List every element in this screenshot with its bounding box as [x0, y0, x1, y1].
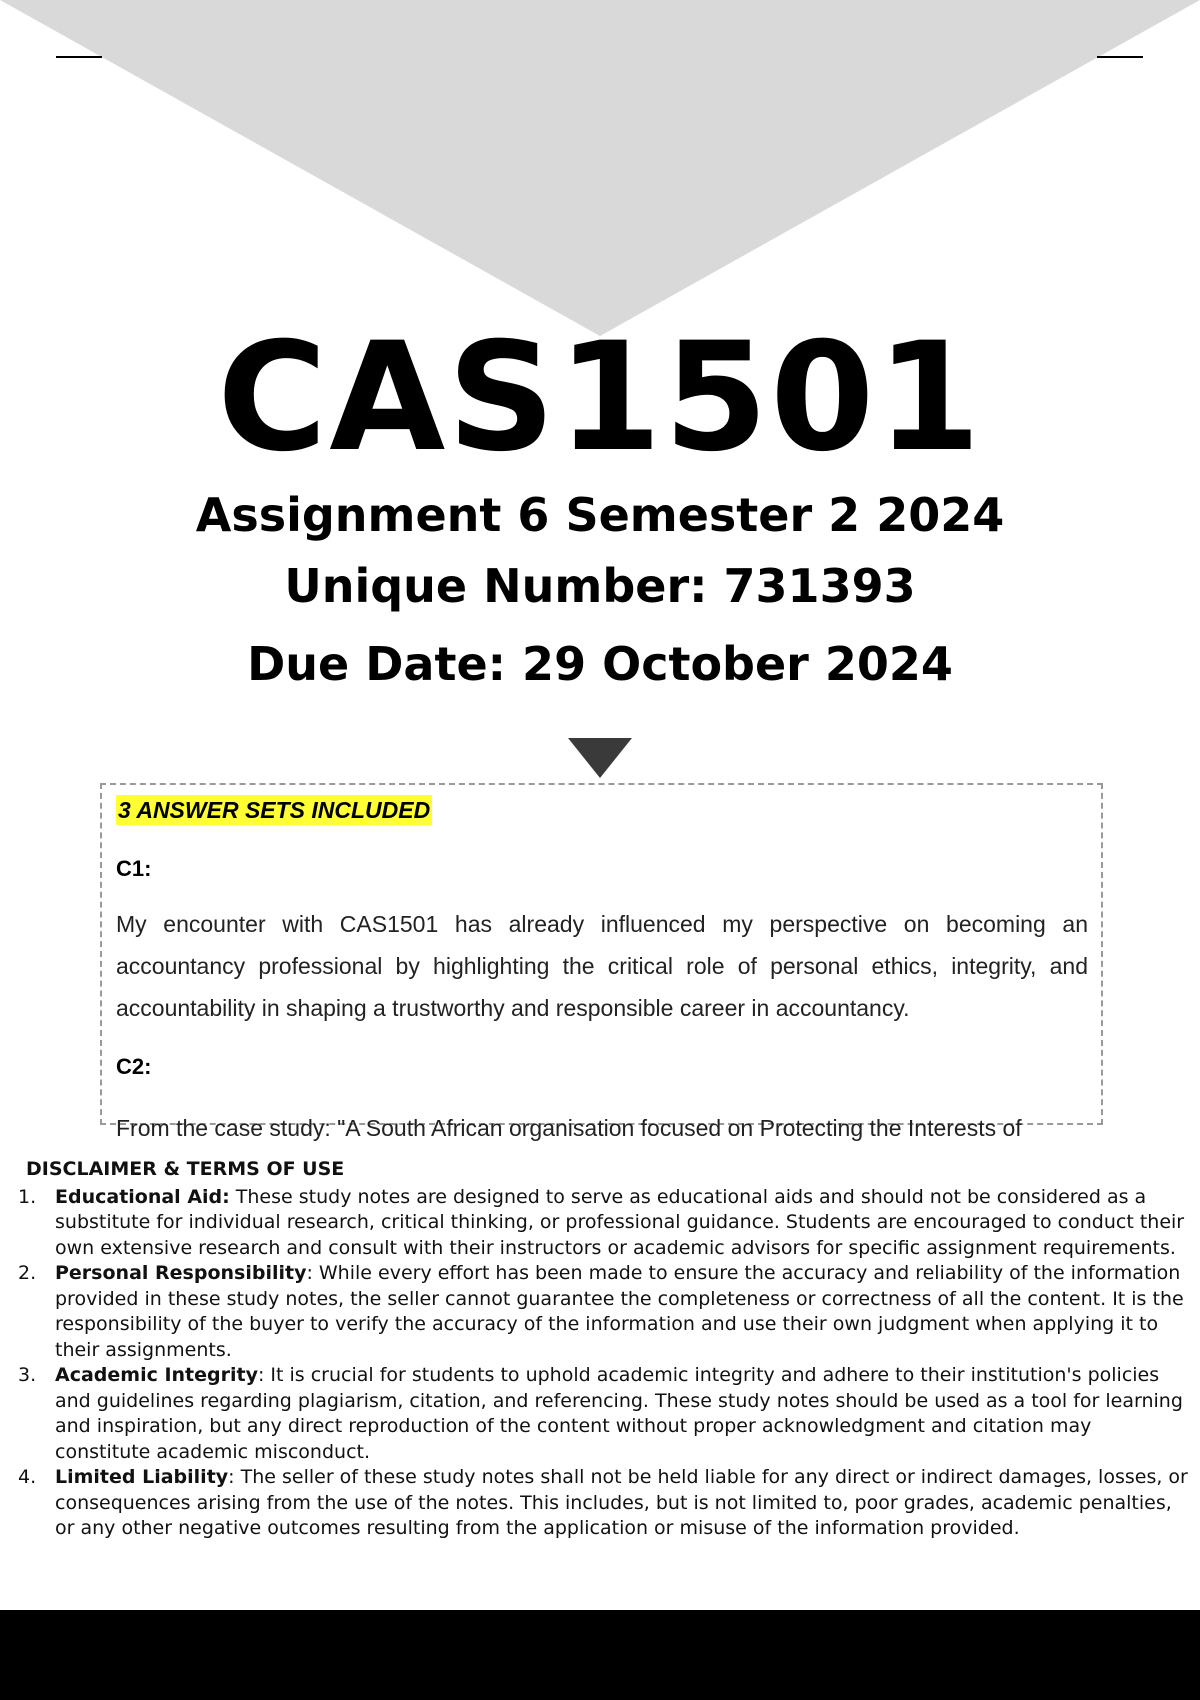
due-date-line: Due Date: 29 October 2024	[247, 637, 953, 691]
disclaimer-section	[18, 1157, 1188, 1542]
disclaimer-heading: Educational Aid:	[55, 1185, 230, 1208]
list-number: 1.	[18, 1185, 37, 1208]
disclaimer-heading: Limited Liability	[55, 1466, 229, 1488]
footer-bar	[0, 1610, 1200, 1700]
answer-text-c1: My encounter with CAS1501 has already influenced my perspective on becoming an accountancy professional by highlighting the critical role of personal ethics, integrity, and accountability in shaping a trustworthy and responsible career in accountancy.	[116, 911, 1088, 1021]
list-number: 3.	[18, 1364, 37, 1386]
disclaimer-item-educational-aid	[18, 1185, 1188, 1262]
disclaimer-item-limited-liability	[18, 1465, 1188, 1542]
disclaimer-title: DISCLAIMER & TERMS OF USE	[26, 1158, 345, 1180]
disclaimer-text: : While every effort has been made to ensure the accuracy and reliability of the information provided in these study notes, the seller cannot guarantee the completeness or correctness of all the content. It is the responsibility of the buyer to verify the accuracy of the information and use their own judgment when applying it to their assignments.	[55, 1262, 1184, 1361]
answer-preview-box[interactable]	[100, 783, 1103, 1141]
course-code-title: CAS1501	[217, 311, 983, 485]
disclaimer-text: These study notes are designed to serve as educational aids and should not be considered as a substitute for individual research, critical thinking, or professional guidance. Students are encouraged to conduct their own extensive research and consult with their instructors or academic advisors for specific assignment requirements.	[55, 1185, 1185, 1259]
answer-sets-highlight: 3 ANSWER SETS INCLUDED	[118, 797, 431, 823]
question-label-c2: C2:	[116, 1054, 152, 1079]
disclaimer-text: : The seller of these study notes shall not be held liable for any direct or indirect damages, losses, or consequences arising from the use of the notes. This includes, but is not limited to, poor grades, academic penalties, or any other negative outcomes resulting from the application or misuse of the information provided.	[55, 1466, 1188, 1539]
disclaimer-heading: Academic Integrity	[55, 1364, 258, 1386]
disclaimer-item-personal-responsibility	[18, 1261, 1188, 1363]
question-label-c1: C1:	[116, 856, 152, 881]
list-number: 4.	[18, 1466, 37, 1488]
disclaimer-list	[18, 1185, 1188, 1542]
cover-chevron-banner	[0, 0, 1200, 340]
answer-text-c2-partial: From the case study: "A South African organisation focused on Protecting the Interests of	[116, 1115, 1022, 1141]
disclaimer-heading: Personal Responsibility	[55, 1262, 307, 1284]
disclaimer-item-academic-integrity	[18, 1363, 1188, 1465]
header-rule-left	[56, 56, 102, 58]
down-arrow-icon	[568, 738, 632, 778]
disclaimer-text: : It is crucial for students to uphold academic integrity and adhere to their institution's policies and guidelines regarding plagiarism, citation, and referencing. These study notes should be used as a tool for learning and inspiration, but any direct reproduction of the content without proper acknowledgment and citation may constitute academic misconduct.	[55, 1364, 1183, 1463]
unique-number-line: Unique Number: 731393	[284, 559, 916, 613]
header-rule-right	[1097, 56, 1143, 58]
list-number: 2.	[18, 1262, 37, 1284]
assignment-line: Assignment 6 Semester 2 2024	[195, 488, 1005, 542]
